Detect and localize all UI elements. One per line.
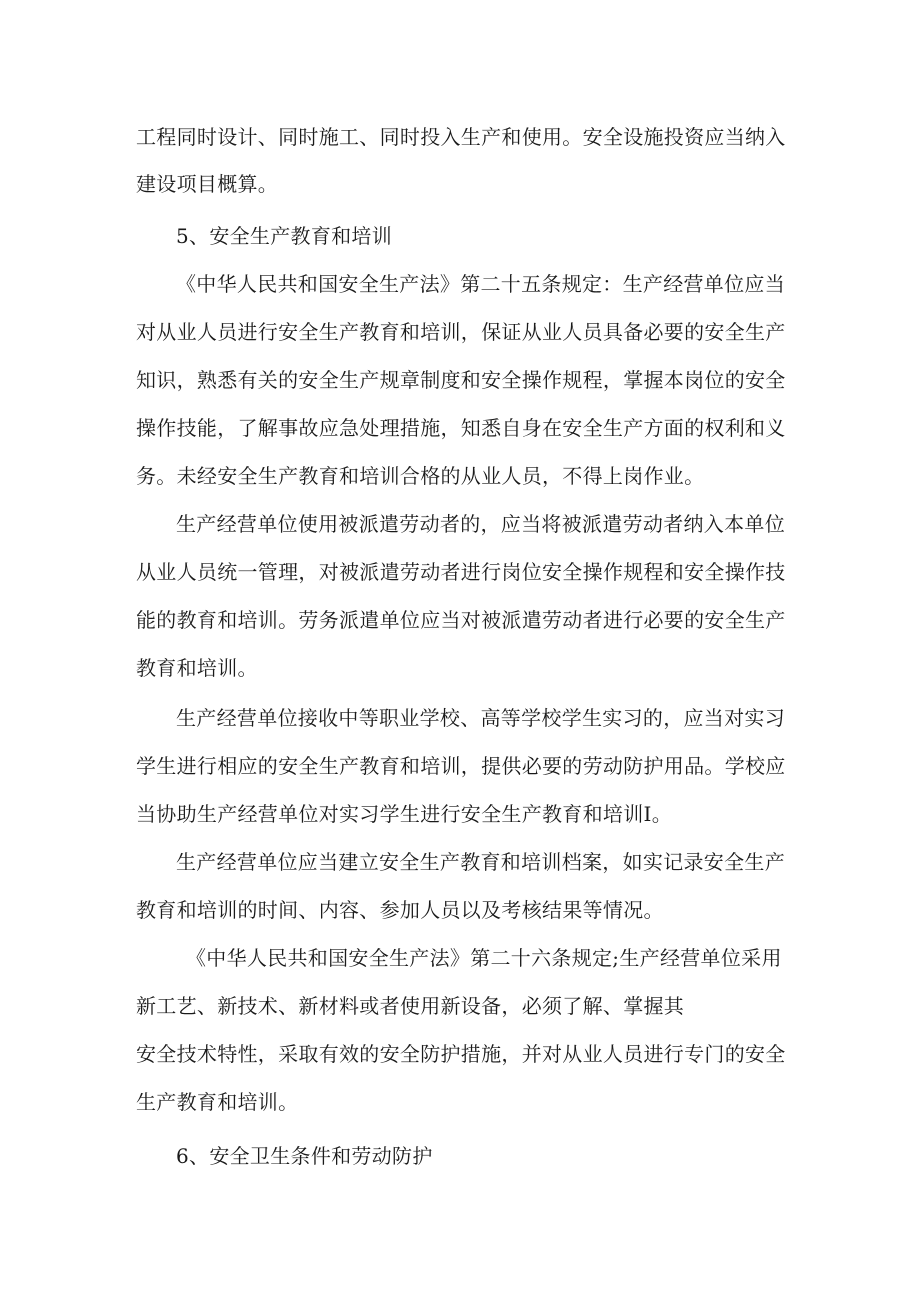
paragraph-line: 安全技术特性，采取有效的安全防护措施，并对从业人员进行专门的安全 <box>136 1042 786 1066</box>
paragraph-line: 对从业人员进行安全生产教育和培训，保证从业人员具备必要的安全生产 <box>136 320 786 344</box>
paragraph-line: 生产经营单位应当建立安全生产教育和培训档案，如实记录安全生产 <box>176 850 785 874</box>
paragraph-line: 《中华人民共和国安全生产法》第二十六条规定;生产经营单位采用 <box>186 946 782 970</box>
paragraph-line: 教育和培训。 <box>136 656 258 680</box>
paragraph-line: 生产经营单位使用被派遣劳动者的，应当将被派遣劳动者纳入本单位 <box>176 512 785 536</box>
paragraph-line: 《中华人民共和国安全生产法》第二十五条规定：生产经营单位应当 <box>176 272 785 296</box>
paragraph-line: 生产经营单位接收中等职业学校、高等学校学生实习的，应当对实习 <box>176 706 785 730</box>
paragraph-line: 务。未经安全生产教育和培训合格的从业人员，不得上岗作业。 <box>136 464 705 488</box>
paragraph-line: 生产教育和培训。 <box>136 1090 299 1114</box>
paragraph-line: 知识，熟悉有关的安全生产规章制度和安全操作规程，掌握本岗位的安全 <box>136 368 786 392</box>
paragraph-line: 能的教育和培训。劳务派遣单位应当对被派遣劳动者进行必要的安全生产 <box>136 608 786 632</box>
paragraph-line: 学生进行相应的安全生产教育和培训，提供必要的劳动防护用品。学校应 <box>136 754 786 778</box>
paragraph-line: 从业人员统一管理，对被派遣劳动者进行岗位安全操作规程和安全操作技 <box>136 560 786 584</box>
section-heading: 6、安全卫生条件和劳动防护 <box>176 1144 433 1168</box>
paragraph-line: 操作技能，了解事故应急处理措施，知悉自身在安全生产方面的权利和义 <box>136 416 786 440</box>
section-heading: 5、安全生产教育和培训 <box>176 224 393 248</box>
paragraph-line: 工程同时设计、同时施工、同时投入生产和使用。安全设施投资应当纳入 <box>136 125 786 149</box>
paragraph-line: 新工艺、新技术、新材料或者使用新设备，必须了解、掌握其 <box>136 994 685 1018</box>
paragraph-line: 教育和培训的时间、内容、参加人员以及考核结果等情况。 <box>136 898 664 922</box>
paragraph-line: 建设项目概算。 <box>136 172 279 196</box>
paragraph-line: 当协助生产经营单位对实习学生进行安全生产教育和培训I。 <box>136 802 672 826</box>
